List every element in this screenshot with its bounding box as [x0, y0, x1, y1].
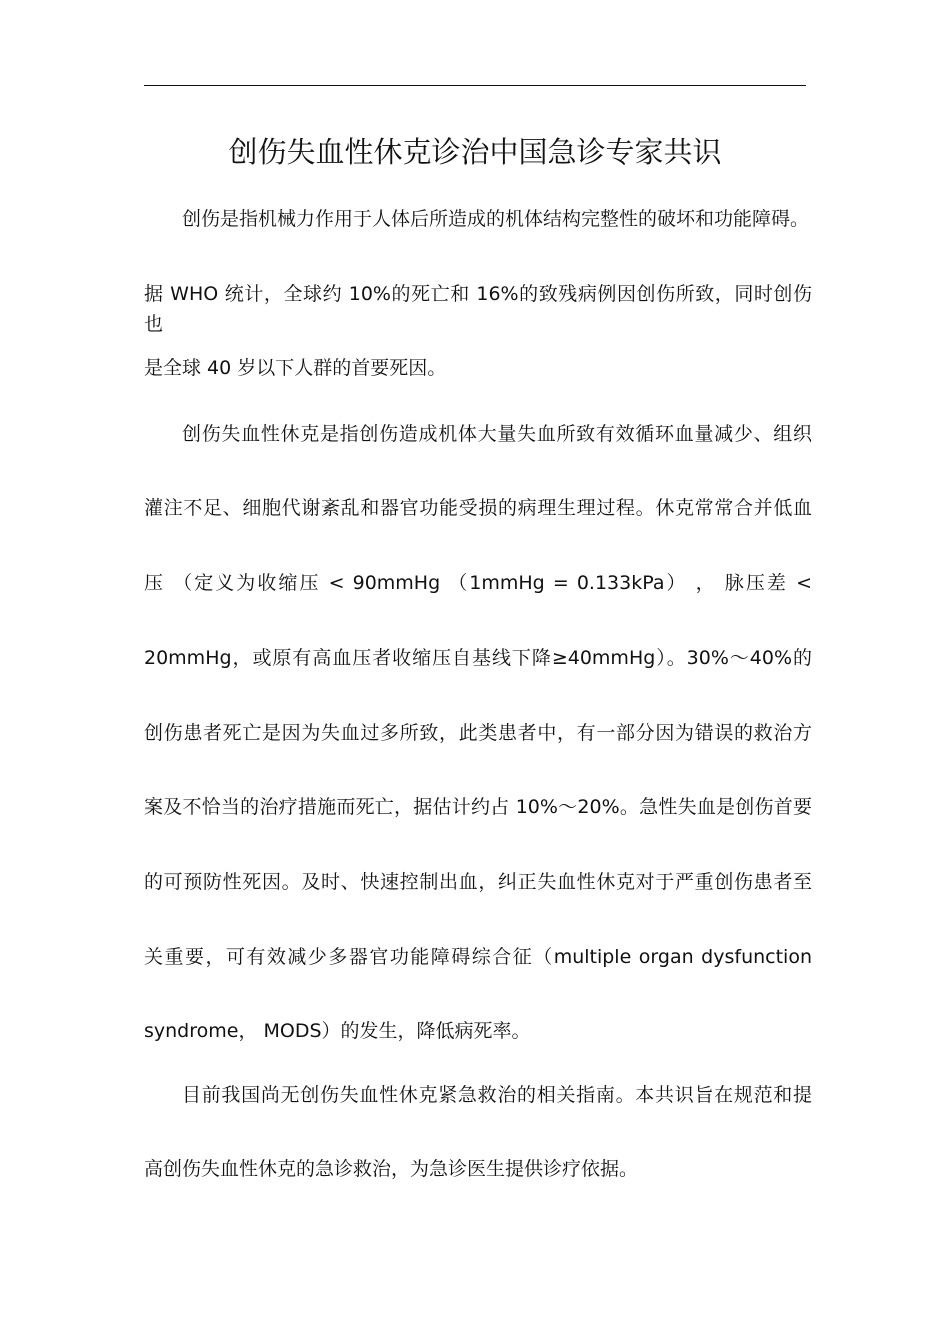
paragraph-line: 创伤患者死亡是因为失血过多所致，此类患者中，有一部分因为错误的救治方	[144, 722, 812, 744]
paragraph-line: 创伤失血性休克是指创伤造成机体大量失血所致有效循环血量减少、组织	[182, 423, 812, 445]
document-title: 创伤失血性休克诊治中国急诊专家共识	[228, 135, 722, 169]
paragraph-line: 的可预防性死因。及时、快速控制出血，纠正失血性休克对于严重创伤患者至	[144, 871, 812, 893]
paragraph-line: syndrome， MODS）的发生，降低病死率。	[144, 1020, 531, 1042]
header-rule	[144, 85, 806, 86]
paragraph-line: 据 WHO 统计，全球约 10%的死亡和 16%的致残病例因创伤所致，同时创伤也	[144, 283, 812, 335]
paragraph-line: 20mmHg，或原有高血压者收缩压自基线下降≥40mmHg）。30%～40%的	[144, 647, 812, 669]
paragraph-line: 是全球 40 岁以下人群的首要死因。	[144, 357, 447, 379]
paragraph-line: 关重要，可有效减少多器官功能障碍综合征（multiple organ dysfunction	[144, 946, 812, 968]
paragraph-line: 创伤是指机械力作用于人体后所造成的机体结构完整性的破坏和功能障碍。	[182, 208, 810, 230]
paragraph-line: 高创伤失血性休克的急诊救治，为急诊医生提供诊疗依据。	[144, 1158, 639, 1180]
paragraph-line: 压 （定义为收缩压 < 90mmHg （1mmHg = 0.133kPa） ， 脉压差 <	[144, 572, 812, 594]
paragraph-line: 案及不恰当的治疗措施而死亡，据估计约占 10%～20%。急性失血是创伤首要	[144, 796, 812, 818]
paragraph-line: 灌注不足、细胞代谢紊乱和器官功能受损的病理生理过程。休克常常合并低血	[144, 497, 812, 519]
paragraph-line: 目前我国尚无创伤失血性休克紧急救治的相关指南。本共识旨在规范和提	[182, 1084, 812, 1106]
